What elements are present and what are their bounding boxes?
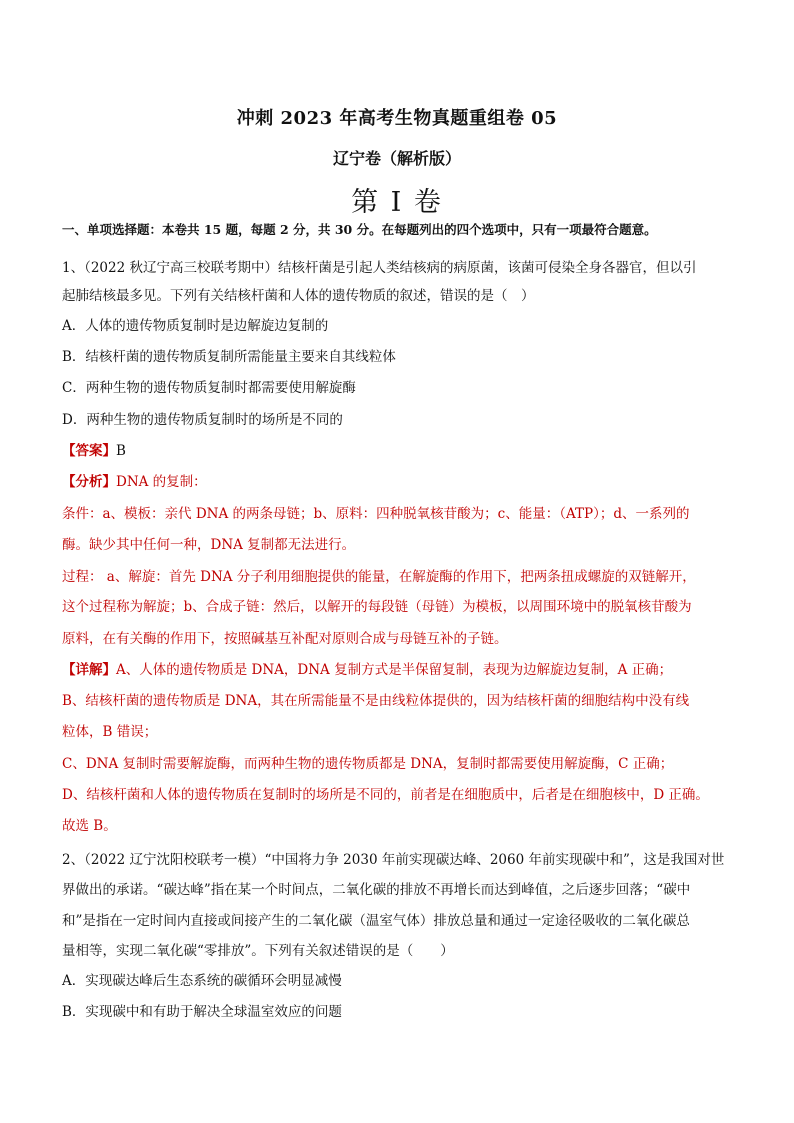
q1-answer <box>62 441 738 461</box>
volume-heading: 第 I 卷 <box>351 187 443 218</box>
analysis-tag: 【分析】 <box>62 474 116 490</box>
q1-stem-line-2: 起肺结核最多见。下列有关结核杆菌和人体的遗传物质的叙述，错误的是（ ） <box>62 288 535 304</box>
q1-detail-line-2: B、结核杆菌的遗传物质是 DNA，其在所需能量不是由线粒体提供的，因为结核杆菌的细胞结构中没有线 <box>62 693 690 709</box>
q2-stem-line-3: 和”是指在一定时间内直接或间接产生的二氧化碳（温室气体）排放总量和通过一定途径吸收的二氧化碳总 <box>62 913 690 929</box>
page-subtitle: 辽宁卷（解析版） <box>332 149 461 168</box>
q2-stem-line-2: 界做出的承诺。“碳达峰”指在某一个时间点，二氧化碳的排放不再增长而达到峰值，之后逐步回落；“碳中 <box>62 882 691 898</box>
q2-stem-line-4: 量相等，实现二氧化碳“零排放”。下列有关叙述错误的是（ ） <box>62 943 454 959</box>
q1-detail-line-5: D、结核杆菌和人体的遗传物质在复制时的场所是不同的，前者是在细胞质中，后者是在细胞核中，D 正确。 <box>62 787 709 803</box>
q1-stem-line-1: 1、（2022 秋辽宁高三校联考期中）结核杆菌是引起人类结核病的病原菌，该菌可侵染全身各器官，但以引 <box>62 260 697 276</box>
q1-analysis-line-1: 条件：a、模板：亲代 DNA 的两条母链；b、原料：四种脱氧核苷酸为；c、能量：（ATP）；d、一系列的 <box>62 506 690 522</box>
section-instruction: 一、单项选择题：本卷共 15 题，每题 2 分，共 30 分。在每题列出的四个选项中，只有一项最符合题意。 <box>62 222 657 237</box>
q1-detail-line-3: 粒体，B 错误； <box>62 724 158 740</box>
detail-text-1: A、人体的遗传物质是 DNA，DNA 复制方式是半保留复制，表现为边解旋边复制，A 正确； <box>116 662 673 678</box>
q2-stem-line-1: 2、（2022 辽宁沈阳校联考一模）“中国将力争 2030 年前实现碳达峰、2060 年前实现碳中和”，这是我国对世 <box>62 852 725 868</box>
q1-detail-line-6: 故选 B。 <box>62 818 117 834</box>
q1-option-a: A．人体的遗传物质复制时是边解旋边复制的 <box>62 318 329 334</box>
q1-detail-line-4: C、DNA 复制时需要解旋酶，而两种生物的遗传物质都是 DNA，复制时都需要使用解旋酶，C 正确； <box>62 756 674 772</box>
answer-value: B <box>116 443 126 459</box>
q1-analysis-line-4: 这个过程称为解旋；b、合成子链：然后，以解开的每段链（母链）为模板，以周围环境中的脱氧核苷酸为 <box>62 599 692 615</box>
q1-detail-line-1 <box>62 660 738 680</box>
q1-option-b: B．结核杆菌的遗传物质复制所需能量主要来自其线粒体 <box>62 349 396 365</box>
q1-analysis-line-3: 过程： a、解旋：首先 DNA 分子利用细胞提供的能量，在解旋酶的作用下，把两条扭成螺旋的双链解开， <box>62 569 696 585</box>
q2-option-a: A．实现碳达峰后生态系统的碳循环会明显减慢 <box>62 973 342 989</box>
q1-option-c: C．两种生物的遗传物质复制时都需要使用解旋酶 <box>62 380 356 396</box>
q2-option-b: B．实现碳中和有助于解决全球温室效应的问题 <box>62 1004 342 1020</box>
detail-tag: 【详解】 <box>62 662 116 678</box>
q1-analysis-line-5: 原料，在有关酶的作用下，按照碱基互补配对原则合成与母链互补的子链。 <box>62 631 508 647</box>
q1-analysis-line-2: 酶。缺少其中任何一种，DNA 复制都无法进行。 <box>62 537 356 553</box>
q1-analysis-heading <box>62 472 738 492</box>
page-title: 冲刺 2023 年高考生物真题重组卷 05 <box>236 108 558 129</box>
q1-option-d: D．两种生物的遗传物质复制时的场所是不同的 <box>62 412 343 428</box>
answer-tag: 【答案】 <box>62 443 116 459</box>
analysis-title: DNA 的复制： <box>116 474 207 490</box>
